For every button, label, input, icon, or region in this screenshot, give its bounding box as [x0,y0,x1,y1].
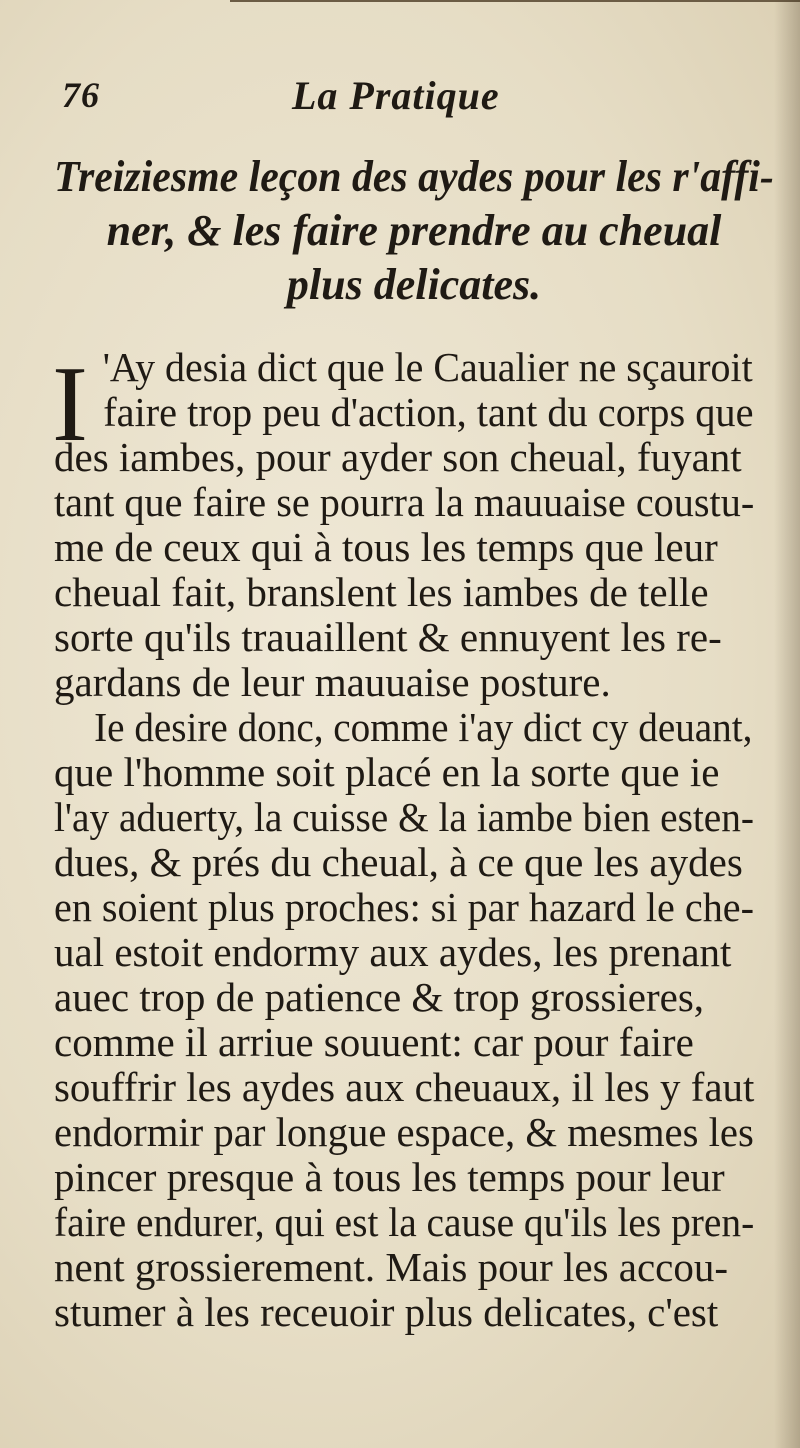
text-line: que l'homme soit placé en la sorte que ie [54,749,720,795]
text-line: faire endurer, qui est la cause qu'ils les pren- [54,1199,755,1245]
chapter-title [54,150,774,312]
text-line: dues, & prés du cheual, à ce que les aydes [54,839,743,885]
running-title: La Pratique [292,73,500,118]
top-border-rule [230,0,800,2]
text-line: des iambes, pour ayder son cheual, fuyant [54,434,742,480]
chapter-title-line: Treiziesme leçon des aydes pour les r'affi- [54,152,774,201]
body-text [54,345,754,1335]
drop-cap-initial: I [52,345,88,464]
text-line: en soient plus proches: si par hazard le che- [54,884,754,930]
text-line: me de ceux qui à tous les temps que leur [54,524,718,570]
text-line: l'ay aduerty, la cuisse & la iambe bien esten- [54,794,755,840]
text-line: pincer presque à tous les temps pour leur [54,1154,725,1200]
text-line: stumer à les receuoir plus delicates, c'est [54,1289,719,1335]
text-line: faire trop peu d'action, tant du corps que [103,389,754,435]
text-line: souffrir les aydes aux cheuaux, il les y faut [54,1064,755,1110]
page-number: 76 [62,75,100,115]
text-line: ual estoit endormy aux aydes, les prenant [54,929,732,975]
text-line: comme il arriue souuent: car pour faire [54,1019,694,1065]
chapter-title-line: plus delicates. [286,260,542,309]
text-line: Ie desire donc, comme i'ay dict cy deuant, [94,704,753,750]
text-line: nent grossierement. Mais pour les accou- [54,1244,729,1290]
text-line: 'Ay desia dict que le Caualier ne sçauroit [102,344,753,390]
text-line: auec trop de patience & trop grossieres, [54,974,705,1020]
text-line: cheual fait, branslent les iambes de telle [54,569,709,615]
page-edge-shadow [774,0,800,1448]
text-line: tant que faire se pourra la mauuaise coustu- [54,479,755,525]
chapter-title-line: ner, & les faire prendre au cheual [106,206,722,255]
text-line: sorte qu'ils trauaillent & ennuyent les re- [54,614,722,660]
text-line: gardans de leur mauuaise posture. [54,659,611,705]
text-line: endormir par longue espace, & mesmes les [54,1109,754,1155]
